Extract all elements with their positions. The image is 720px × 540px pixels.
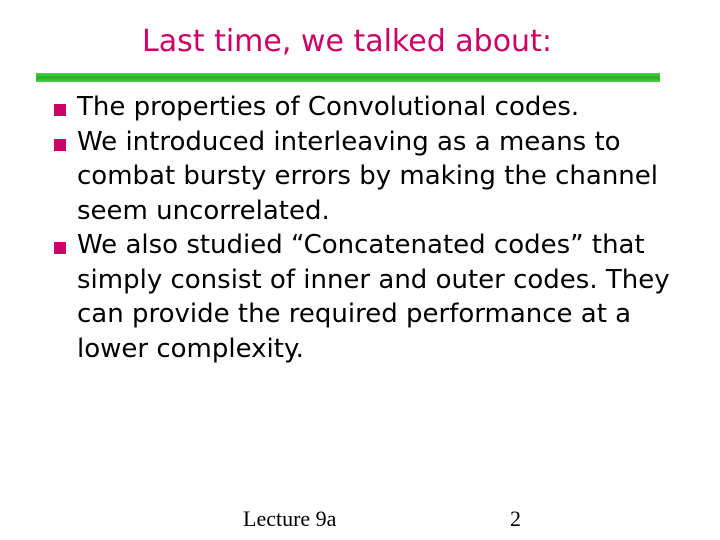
slide-title: Last time, we talked about: [142,24,552,59]
bullet-item-concatenated-codes [52,228,672,366]
title-underline-bar [36,73,660,82]
footer-page-number: 2 [510,506,521,531]
bullet-text: We also studied “Concatenated codes” that simply consist of inner and outer codes. They can provide the required performance at a lower complexity. [77,230,670,364]
footer-lecture-label: Lecture 9a [243,506,337,531]
bullet-list [52,90,672,366]
bullet-text: We introduced interleaving as a means to combat bursty errors by making the channel seem uncorrelated. [77,126,659,226]
square-bullet-icon [54,139,66,151]
square-bullet-icon [54,104,66,116]
bullet-text: The properties of Convolutional codes. [77,92,580,122]
bullet-item-interleaving [52,125,672,229]
bullet-item-convolutional-codes [52,90,672,125]
square-bullet-icon [54,242,66,254]
